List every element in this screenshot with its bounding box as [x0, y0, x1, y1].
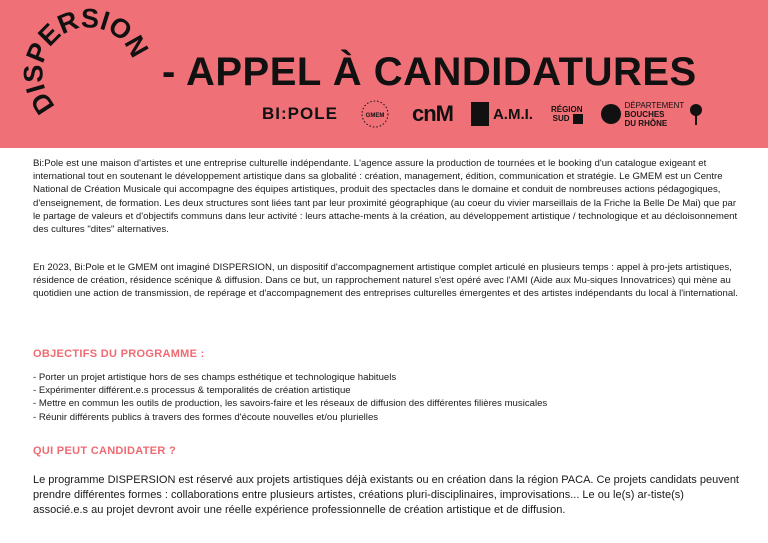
list-item: - Réunir différents publics à travers des formes d'écoute nouvelles et/ou plurielles — [33, 411, 379, 423]
region-sud-logo: RÉGION SUD — [550, 104, 583, 123]
ami-logo: A.M.I. — [471, 102, 533, 126]
list-item: - Mettre en commun les outils de production, les savoirs-faire et les réseaux de diffusion des différentes filières musicales — [33, 398, 548, 410]
svg-text:DISPERSION: DISPERSION — [18, 8, 155, 120]
list-item: - Porter un projet artistique hors de ses champs esthétique et technologique habituels — [33, 372, 397, 383]
objectives-list — [33, 371, 547, 424]
departement-badge-icon — [601, 104, 621, 124]
svg-text:GMEM: GMEM — [365, 113, 385, 119]
eligibility-heading: QUI PEUT CANDIDATER ? — [33, 445, 176, 457]
intro-paragraph: Bi:Pole est une maison d'artistes et une entreprise culturelle indépendante. L'agence assure la production de tournées et le booking d'un catalogue exigeant et international tout en soutenant le développement artistique dans sa globalité : création, management, édition, communication et stratégie. Le GMEM est un Centre National de Création Musicale qui accompagne des équipes artistiques, produit des spectacles dans le domaine et conduit de nombreuses actions pédagogiques, d'enseignement, de formation. Les deux structures sont liées tant par leur proximité géographique (au coeur du vivier marseillais de la Friche la Belle De Mai) que par le partage de valeurs et d'objectifs communs dans leur activité : leurs attache-ments à la création, au développement artistique / technologique et au décloisonnement des cultures "dites" alternatives. — [33, 158, 738, 236]
departement-logo: DÉPARTEMENT BOUCHES DU RHÔNE — [601, 101, 705, 128]
dispersion-paragraph: En 2023, Bi:Pole et le GMEM ont imaginé DISPERSION, un dispositif d'accompagnement artistique complet articulé en plusieurs temps : appel à pro-jets artistiques, résidence de création, résidence scénique & diffusion. Dans ce but, un rapprochement naturel s'est opéré avec l'AMI (Aide aux Mu-siques Innovatrices) qui mène au quotidien une action de transmission, de repérage et d'accompagnement des entreprises culturelles émergentes et des artistes indépendants du local à l'international. — [33, 262, 738, 300]
ami-mascot-icon — [471, 102, 489, 126]
region-flag-icon — [573, 114, 583, 124]
list-item: - Expérimenter différent.e.s processus & temporalités de création artistique — [33, 385, 351, 397]
eligibility-paragraph: Le programme DISPERSION est réservé aux projets artistiques déjà existants ou en création dans la région PACA. Ce projets candidats peuvent prendre différentes formes : collaborations entre plusieurs artistes, créations pluri-disciplinaires, improvisations... Le ou le(s) ar-tiste(s) associé.e.s au projet devront avoir une réelle expérience professionnelle de création artistique et de diffusion. — [33, 474, 739, 516]
header-banner — [0, 0, 768, 148]
partner-logos — [262, 96, 704, 132]
gmem-logo — [356, 99, 394, 129]
cnm-logo: cnM — [411, 101, 453, 126]
dispersion-logo — [18, 8, 158, 128]
page-title: - APPEL À CANDIDATURES — [162, 50, 697, 94]
objectives-heading: OBJECTIFS DU PROGRAMME : — [33, 348, 205, 360]
bipole-logo: BI:POLE — [262, 104, 338, 123]
tree-icon — [688, 103, 704, 125]
